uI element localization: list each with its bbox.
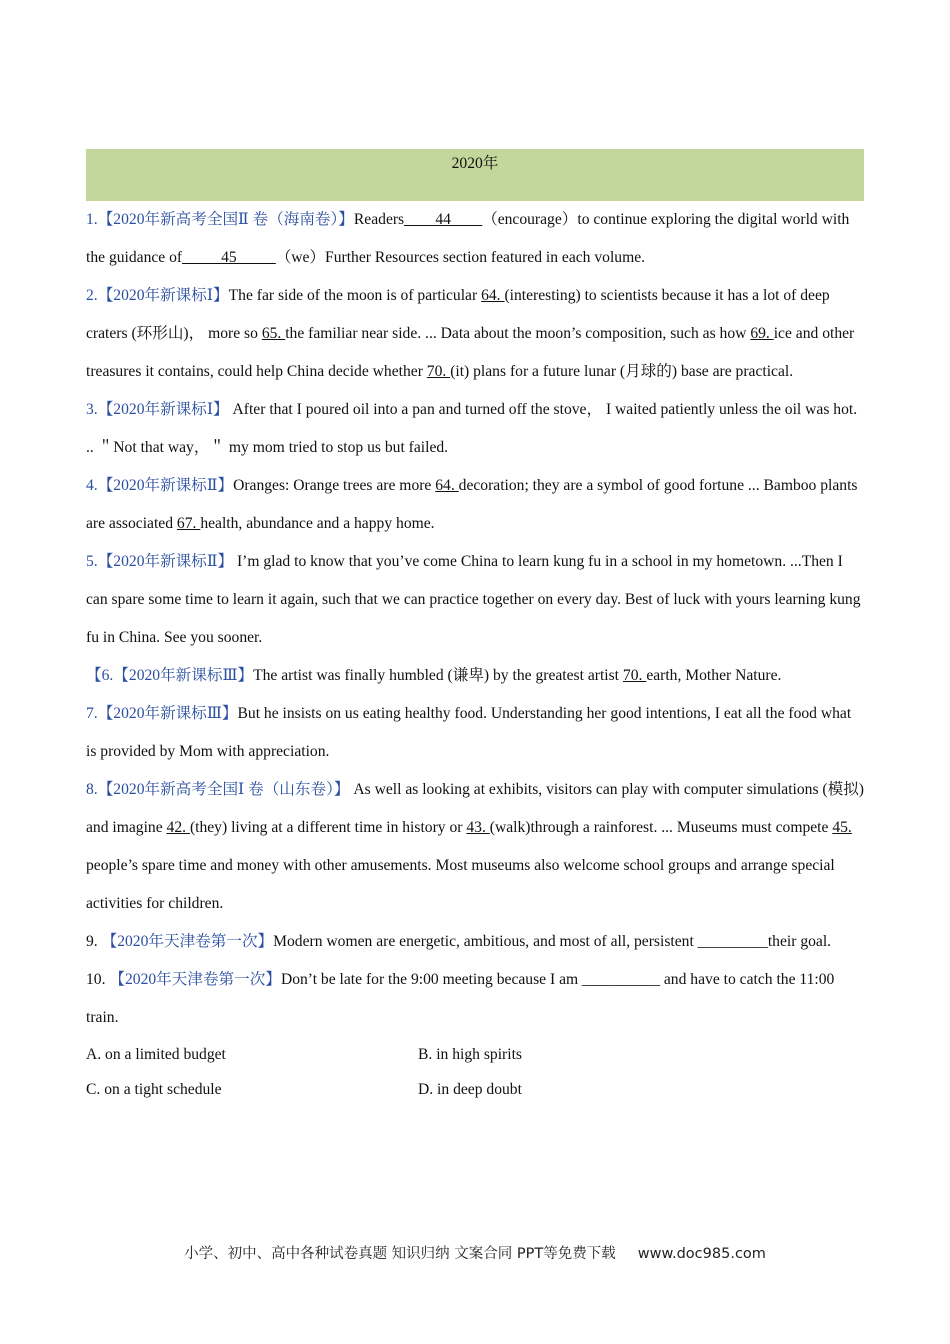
question-6: 【6.【2020年新课标Ⅲ】The artist was finally humbled (谦卑) by the greatest artist 70. earth, Mother Nature. [86,667,782,684]
question-source: 【2020年新课标Ⅱ】 [97,477,234,494]
question-1: 1.【2020年新高考全国Ⅱ 卷（海南卷）】Readers____44____（encourage）to continue exploring the digital world with the guidance of_____45_____（we）Further Resources section featured in each volume. [86,211,850,266]
year-banner: 2020年 [86,149,864,201]
question-source: 【2020年新高考全国Ⅰ 卷（山东卷）】 [97,781,350,798]
question-source: 【2020年新课标Ⅱ】 [97,553,234,570]
question-number: 7. [86,705,98,722]
blank-64: 64. [481,287,505,304]
question-source: 【2020年新课标Ⅲ】 [113,667,254,684]
question-5: 5.【2020年新课标Ⅱ】 I’m glad to know that you’ve come China to learn kung fu in a school in my hometown. ...Then I can spare some time to learn it again, such that we can practice together on every day. Best of luck with yours learning kung fu in China. See you sooner. [86,553,861,646]
question-10: 10. 【2020年天津卷第一次】Don’t be late for the 9:00 meeting because I am __________ and have to catch the 11:00 train. [86,971,835,1026]
option-c: C. on a tight schedule [86,1081,222,1098]
blank-44: ____44____ [404,211,483,228]
blank-42: 42. [166,819,190,836]
question-source: 【2020年新高考全国Ⅱ 卷（海南卷）】 [97,211,354,228]
question-8: 8.【2020年新高考全国Ⅰ 卷（山东卷）】 As well as looking at exhibits, visitors can play with computer simulations (模拟) and imagine 42. (they) living at a different time in history or 43. (walk)through a rainforest. ... Museums must compete 45. people’s spare time and money with other amusements. Most museums also welcome school groups and arrange special activities for children. [86,781,864,912]
blank-69: 69. [750,325,774,342]
blank-70: 70. [622,667,647,684]
question-number: 5. [86,553,98,570]
question-3: 3.【2020年新课标Ⅰ】 After that I poured oil into a pan and turned off the stove， I waited patiently unless the oil was hot. .. ＂Not that way，＂ my mom tried to stop us but failed. [86,401,858,456]
options-row-2 [86,1072,864,1107]
question-number: 10. [86,971,110,988]
document-page [86,149,864,1107]
question-source: 【2020年新课标Ⅰ】 [97,401,229,418]
question-number: 1. [86,211,98,228]
footer-text: 小学、初中、高中各种试卷真题 知识归纳 文案合同 PPT等免费下载 [184,1246,616,1262]
question-9: 9. 【2020年天津卷第一次】Modern women are energetic, ambitious, and most of all, persistent _________their goal. [86,933,832,950]
option-b: B. in high spirits [418,1046,522,1063]
question-7: 7.【2020年新课标Ⅲ】But he insists on us eating healthy food. Understanding her good intentions, I eat all the food what is provided by Mom with appreciation. [86,705,852,760]
footer-site: www.doc985.com [637,1246,766,1262]
question-number: 9. [86,933,102,950]
page-footer [0,1242,950,1263]
blank-67: 67. [176,515,201,532]
option-a: A. on a limited budget [86,1046,226,1063]
blank-70: 70. [426,363,451,380]
blank-64: 64. [435,477,459,494]
question-4: 4.【2020年新课标Ⅱ】Oranges: Orange trees are more 64. decoration; they are a symbol of good fortune ... Bamboo plants are associated 67. health, abundance and a happy home. [86,477,858,532]
blank-45: 45. [832,819,852,836]
question-source: 【2020年新课标Ⅲ】 [97,705,238,722]
blank-45: _____45_____ [182,249,276,266]
options-row-1 [86,1037,864,1072]
question-number: 4. [86,477,98,494]
option-d: D. in deep doubt [418,1081,522,1098]
blank-43: 43. [466,819,490,836]
question-2: 2.【2020年新课标Ⅰ】The far side of the moon is of particular 64. (interesting) to scientists because it has a lot of deep craters (环形山)， more so 65. the familiar near side. ... Data about the moon’s composition, such as how 69. ice and other treasures it contains, could help China decide whether 70. (it) plans for a future lunar (月球的) base are practical. [86,287,855,380]
question-number: 【6. [86,667,114,684]
question-number: 8. [86,781,98,798]
question-source: 【2020年天津卷第一次】 [101,933,274,950]
question-number: 2. [86,287,98,304]
question-source: 【2020年天津卷第一次】 [109,971,281,988]
blank-65: 65. [261,325,286,342]
question-number: 3. [86,401,98,418]
question-source: 【2020年新课标Ⅰ】 [97,287,229,304]
